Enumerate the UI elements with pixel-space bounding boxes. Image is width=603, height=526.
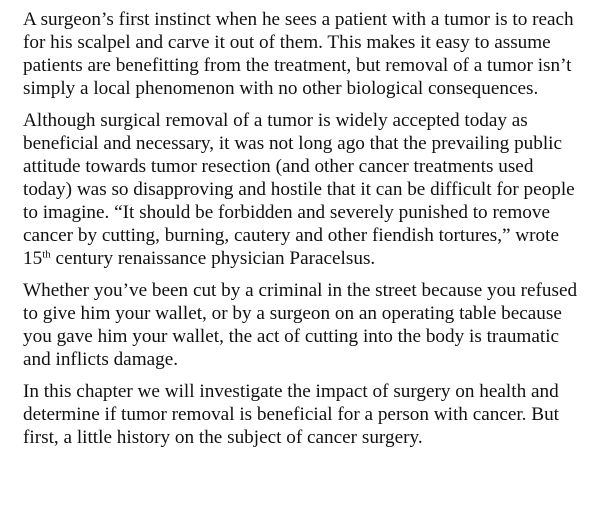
document-body [23,8,583,458]
paragraph-1: A surgeon’s first instinct when he sees a patient with a tumor is to reach for his scalpel and carve it out of them. This makes it easy to assume patients are benefitting from the treatment, but removal of a tumor isn’t simply a local phenomenon with no other biological consequences. [23,9,574,99]
paragraph-2 [23,109,583,270]
ordinal-superscript: th [42,248,51,261]
paragraph-3: Whether you’ve been cut by a criminal in the street because you refused to give him your wallet, or by a surgeon on an operating table because you gave him your wallet, the act of cutting into the body is traumatic and inflicts damage. [23,280,578,370]
paragraph-2-text-before: Although surgical removal of a tumor is widely accepted today as beneficial and necessary, it was not long ago that the prevailing public attitude towards tumor resection (and other cancer treatments used today) was so disapproving and hostile that it can be difficult for people to imagine. “It should be forbidden and severely punished to remove cancer by cutting, burning, cautery and other fiendish tortures,” wrote 15 [23,110,575,269]
paragraph-4: In this chapter we will investigate the impact of surgery on health and determine if tumor removal is beneficial for a person with cancer. But first, a little history on the subject of cancer surgery. [23,381,559,448]
paragraph-2-text-after: century renaissance physician Paracelsus. [50,248,376,269]
